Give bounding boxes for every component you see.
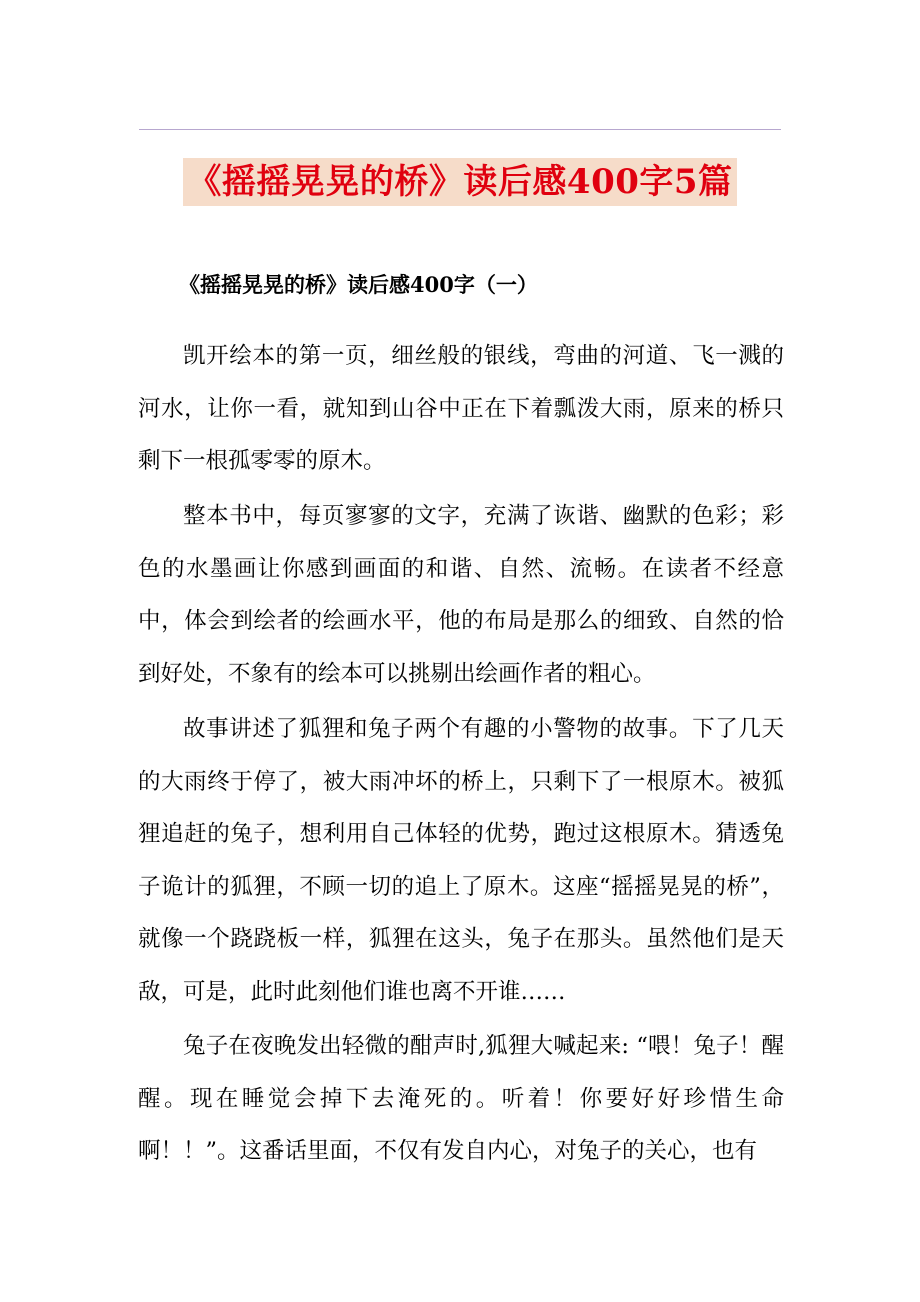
paragraph-2: 整本书中，每页寥寥的文字，充满了诙谐、幽默的色彩；彩色的水墨画让你感到画面的和谐、自然、流畅。在读者不经意中，体会到绘者的绘画水平，他的布局是那么的细致、自然的恰到好处，不象有的绘本可以挑剔出绘画作者的粗心。 <box>138 503 784 687</box>
section-heading: 《摇摇晃晃的桥》读后感400字（一） <box>179 272 538 297</box>
document-title: 《摇摇晃晃的桥》读后感400字5篇 <box>183 158 736 206</box>
header-rule <box>139 129 781 130</box>
paragraph-4: 兔子在夜晚发出轻微的酣声时,狐狸大喊起来: “喂！兔子！醒醒。现在睡觉会掉下去淹死的。听着！你要好好珍惜生命啊！！”。这番话里面，不仅有发自内心，对兔子的关心，也有 <box>138 1033 784 1164</box>
paragraph-3: 故事讲述了狐狸和兔子两个有趣的小警物的故事。下了几天的大雨终于停了，被大雨冲坏的桥上，只剩下了一根原木。被狐狸追赶的兔子，想利用自己体轻的优势，跑过这根原木。猜透兔子诡计的狐狸，不顾一切的追上了原木。这座“摇摇晃晃的桥”，就像一个跷跷板一样，狐狸在这头，兔子在那头。虽然他们是天敌，可是，此时此刻他们谁也离不开谁…… <box>138 716 784 1005</box>
title-container <box>0 158 920 206</box>
paragraph-1: 凯开绘本的第一页，细丝般的银线，弯曲的河道、飞一溅的河水，让你一看，就知到山谷中正在下着瓢泼大雨，原来的桥只剩下一根孤零零的原木。 <box>138 343 784 474</box>
